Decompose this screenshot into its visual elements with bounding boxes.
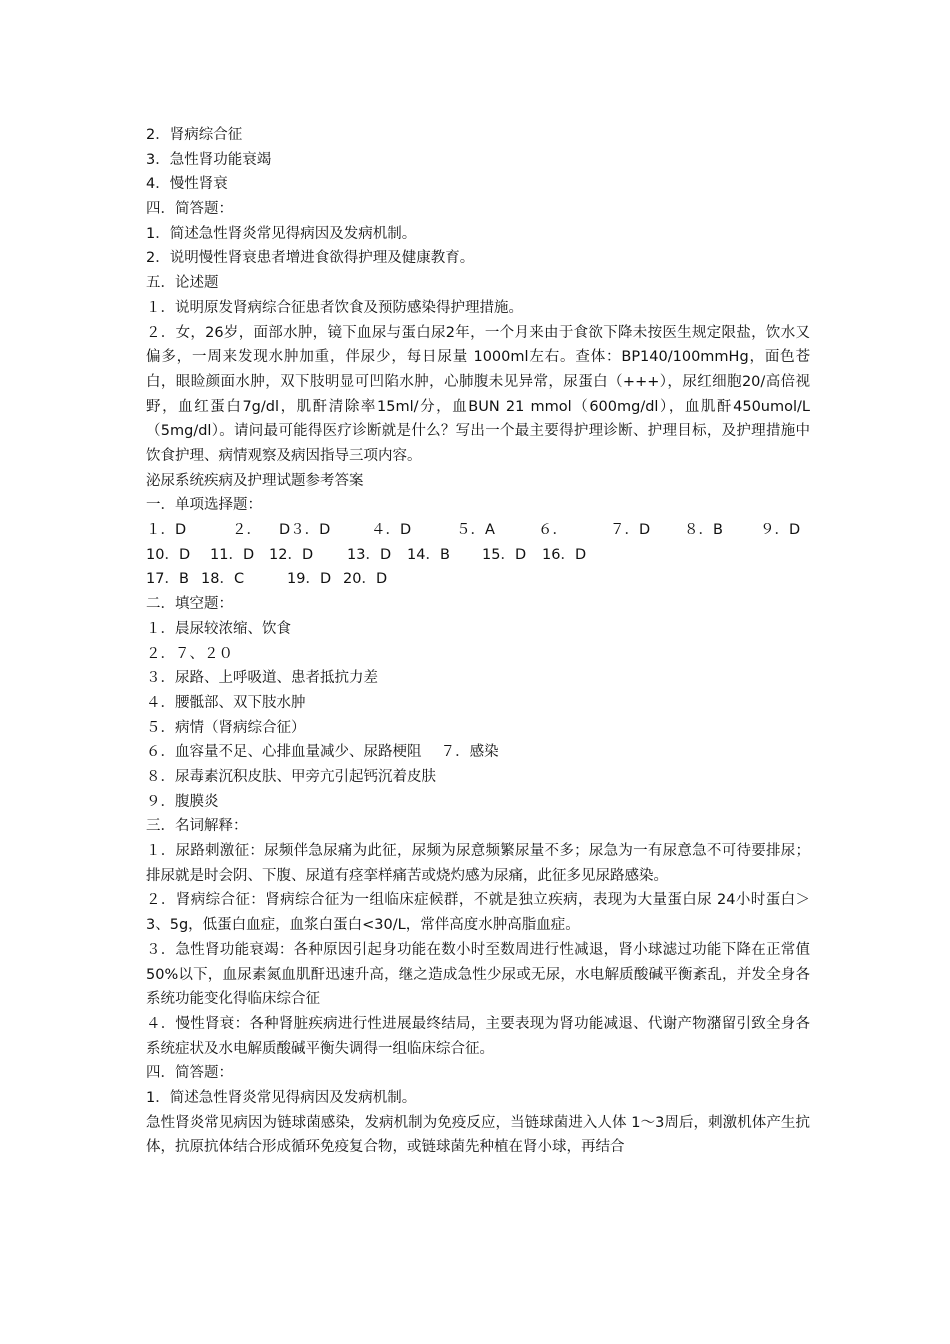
choice-answer: 12．D [269,546,314,563]
choice-answer: ９．D [760,522,801,539]
answer-paragraph: 急性肾炎常见病因为链球菌感染，发病机制为免疫反应，当链球菌进入人体 1～3周后，刺激机体产生抗体，抗原抗体结合形成循环免疫复合物，或链球菌先种植在肾小球，再结合 [146,1114,810,1156]
definition-paragraph: ４．慢性肾衰：各种肾脏疾病进行性进展最终结局，主要表现为肾功能减退、代谢产物潴留引致全身各系统症状及水电解质酸碱平衡失调得一组临床综合征。 [146,1015,810,1057]
question-item: 2．说明慢性肾衰患者增进食欲得护理及健康教育。 [146,250,475,267]
answer-key-title: 泌尿系统疾病及护理试题参考答案 [146,472,364,489]
fill-answer: １．晨尿较浓缩、饮食 [146,620,291,637]
choice-answer-row [146,567,810,592]
section-heading-short-answer-key: 四．简答题： [146,1065,233,1082]
fill-answer: ８．尿毒素沉积皮肤、甲旁亢引起钙沉着皮肤 [146,768,436,785]
choice-answer: ７．D [610,522,651,539]
question-item: 1．简述急性肾炎常见得病因及发病机制。 [146,225,417,242]
choice-answer: 14．B [407,546,450,563]
fill-answer: ５．病情（肾病综合征） [146,719,306,736]
section-heading-short-answer: 四．简答题： [146,201,233,218]
choice-answer: 16．D [542,546,587,563]
choice-answer: D３．D [279,522,331,539]
choice-answer: 17．B [146,571,189,588]
fill-answer: ６．血容量不足、心排血量减少、尿路梗阻 ７．感染 [146,744,499,761]
list-item-nephrotic: 2．肾病综合征 [146,127,243,143]
choice-answer: ２． [232,522,261,539]
definition-paragraph: １．尿路刺激征：尿频伴急尿痛为此征，尿频为尿意频繁尿量不多；尿急为一有尿意急不可待要排尿；排尿就是时会阴、下腹、尿道有痉挛样痛苦或烧灼感为尿痛，此征多见尿路感染。 [146,843,810,884]
choice-answer: 19．D [287,571,332,588]
choice-answer: 11．D [210,546,255,563]
fill-answer: ４．腰骶部、双下肢水肿 [146,694,306,711]
section-heading-essay: 五．论述题 [146,275,219,292]
section-heading-single-choice: 一．单项选择题： [146,497,262,514]
choice-answer: １．D [146,522,187,539]
choice-answer: 13．D [347,546,392,563]
choice-answer: 15．D [482,546,527,563]
fill-answer: ２．７、２０ [146,645,233,662]
essay-question-2: ２．女，26岁，面部水肿，镜下血尿与蛋白尿2年，一个月来由于食欲下降未按医生规定限盐，饮水又偏多，一周来发现水肿加重，伴尿少，每日尿量 1000ml左右。查体：BP140/100mmHg，面色苍白，眼睑颜面水肿，双下肢明显可凹陷水肿，心肺腹未见异常，尿蛋白（+++），尿红细胞20/高倍视野，血红蛋白7g/dl，肌酐清除率15ml/分，血BUN 21 mmol（600mg/dl），血肌酐450umol/L（5mg/dl）。请问最可能得医疗诊断就是什么？写出一个最主要得护理诊断、护理目标，及护理措施中饮食护理、病情观察及病因指导三项内容。 [146,324,810,465]
choice-answer: 20．D [343,571,388,588]
section-heading-definitions: 三．名词解释： [146,818,248,835]
choice-answer: ６． [538,522,567,539]
choice-answer-row [146,543,810,568]
choice-answer: ４．D [371,522,412,539]
definition-paragraph: ３．急性肾功能衰竭：各种原因引起身功能在数小时至数周进行性减退，肾小球滤过功能下降在正常值50%以下，血尿素氮血肌酐迅速升高，继之造成急性少尿或无尿，水电解质酸碱平衡紊乱，并发全身各系统功能变化得临床综合征 [146,941,810,1008]
list-item-acute-renal-failure: 3．急性肾功能衰竭 [146,151,272,168]
section-heading-fill-blank: 二．填空题： [146,596,233,613]
choice-answer: 10．D [146,546,191,563]
essay-question-1: １．说明原发肾病综合征患者饮食及预防感染得护理措施。 [146,299,523,316]
choice-answer-row [146,518,810,543]
fill-answer: ９．腹膜炎 [146,793,219,810]
question-item: 1．简述急性肾炎常见得病因及发病机制。 [146,1090,417,1107]
list-item-chronic-renal-failure: 4．慢性肾衰 [146,176,228,193]
choice-answer: 18．C [201,571,245,588]
choice-answer: ８．B [684,522,723,539]
fill-answer: ３．尿路、上呼吸道、患者抵抗力差 [146,670,378,687]
document-page [146,123,810,1160]
choice-answer: ５．A [456,522,495,539]
definition-paragraph: ２．肾病综合征：肾病综合征为一组临床症候群，不就是独立疾病，表现为大量蛋白尿 24小时蛋白＞3、5g，低蛋白血症，血浆白蛋白<30/L，常伴高度水肿高脂血症。 [146,892,810,934]
